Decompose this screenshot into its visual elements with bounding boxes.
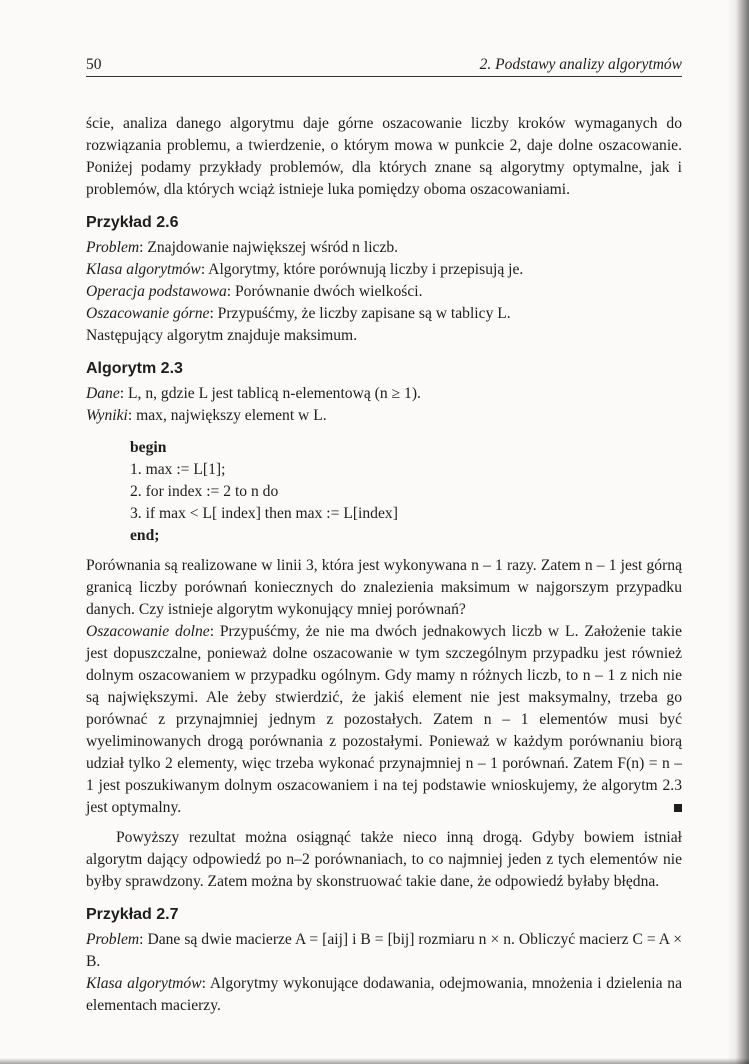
ex26-op-text: : Porównanie dwóch wielkości. [226, 283, 423, 300]
alg23-results-text: : max, największy element w L. [127, 407, 327, 424]
body-text [86, 113, 682, 1017]
ex27-problem-text: : Dane są dwie macierze A = [aij] i B = [bij] rozmiaru n × n. Obliczyć macierz C = A × B. [86, 931, 682, 970]
ex27-class [86, 973, 682, 1017]
alg23-data-label: Dane [86, 385, 120, 402]
chapter-title: 2. Podstawy analizy algorytmów [479, 56, 682, 73]
lower-bound-paragraph [86, 621, 682, 819]
page-number: 50 [86, 56, 102, 73]
lower-label: Oszacowanie dolne [86, 623, 210, 640]
ex26-problem-label: Problem [86, 239, 140, 256]
ex26-upper-text: : Przypuśćmy, że liczby zapisane są w tablicy L. [209, 305, 511, 322]
alg23-results [86, 405, 682, 427]
code-line: 1. max := L[1]; [130, 461, 226, 478]
ex26-class-label: Klasa algorytmów [86, 261, 201, 278]
after-paragraph: Porównania są realizowane w linii 3, która jest wykonywana n – 1 razy. Zatem n – 1 jest górną granicą liczby porównań koniecznych do znalezienia maksimum w najgorszym przypadku danych. Czy istnieje algorytm wykonujący mniej porównań? [86, 557, 682, 618]
ex26-op-label: Operacja podstawowa [86, 283, 227, 300]
alg23-results-label: Wyniki [86, 407, 128, 424]
alg23-data-text: : L, n, gdzie L jest tablicą n-elementową (n ≥ 1). [119, 385, 421, 402]
ex26-upper-label: Oszacowanie górne [86, 305, 210, 322]
ex26-upper [86, 303, 682, 325]
intro-paragraph: ście, analiza danego algorytmu daje górne oszacowanie liczby kroków wymaganych do rozwiązania problemu, a twierdzenie, o którym mowa w punkcie 2, daje dolne oszacowanie. Poniżej podamy przykłady problemów, dla których znane są algorytmy optymalne, jak i problemów, dla których wciąż istnieje luka pomiędzy oboma oszacowaniami. [86, 115, 682, 198]
code-line: end; [130, 527, 160, 544]
ex26-class-text: : Algorytmy, które porównują liczby i przepisują je. [200, 261, 524, 278]
ex27-problem [86, 929, 682, 973]
algorithm-2-3-heading: Algorytm 2.3 [86, 360, 183, 377]
ex27-problem-label: Problem [86, 931, 140, 948]
book-page [86, 56, 682, 1017]
ex26-class [86, 259, 682, 281]
ex26-operation [86, 281, 682, 303]
alg23-data [86, 383, 682, 405]
lower-text: : Przypuśćmy, że nie ma dwóch jednakowych liczb w L. Założenie takie jest dopuszczalne, ponieważ dolne oszacowanie w tym szczególnym przypadku jest również dolnym oszacowaniem w przypadku ogólnym. Gdy mamy n różnych liczb, to n – 1 z nich nie są największymi. Ale żeby stwierdzić, że jakiś element nie jest maksymalny, trzeba go porównać z przynajmniej jednym z pozostałych. Zatem n – 1 elementów musi być wyeliminowanych drogą porównania z pozostałymi. Ponieważ w każdym porównaniu biorą udział tylko 2 elementy, więc trzeba wykonać przynajmniej n – 1 porównań. Zatem F(n) = n – 1 jest poszukiwanym dolnym oszacowaniem i na tej podstawie wnioskujemy, że algorytm 2.3 jest optymalny. [86, 623, 682, 816]
code-line: begin [130, 439, 167, 456]
ex26-problem [86, 237, 682, 259]
alternative-paragraph: Powyższy rezultat można osiągnąć także nieco inną drogą. Gdyby bowiem istniał algorytm dający odpowiedź po n–2 porównaniach, to co najmniej jeden z tych elementów nie byłby sprawdzony. Zatem można by skonstruować takie dane, że odpowiedź byłaby błędna. [86, 829, 682, 890]
example-2-6-heading: Przykład 2.6 [86, 214, 179, 231]
end-of-proof-icon [674, 804, 682, 812]
code-line: 2. for index := 2 to n do [130, 483, 279, 500]
ex27-class-text: : Algorytmy wykonujące dodawania, odejmowania, mnożenia i dzielenia na elementach macierzy. [86, 975, 682, 1014]
example-2-7-heading: Przykład 2.7 [86, 906, 179, 923]
pseudocode [130, 437, 682, 547]
code-line: 3. if max < L[ index] then max := L[index] [130, 505, 398, 522]
page-edge-shadow [727, 0, 749, 1064]
ex27-class-label: Klasa algorytmów [86, 975, 202, 992]
ex26-next: Następujący algorytm znajduje maksimum. [86, 327, 358, 344]
page-bottom-shadow [0, 1058, 749, 1064]
running-header [86, 56, 682, 77]
ex26-problem-text: : Znajdowanie największej wśród n liczb. [139, 239, 399, 256]
